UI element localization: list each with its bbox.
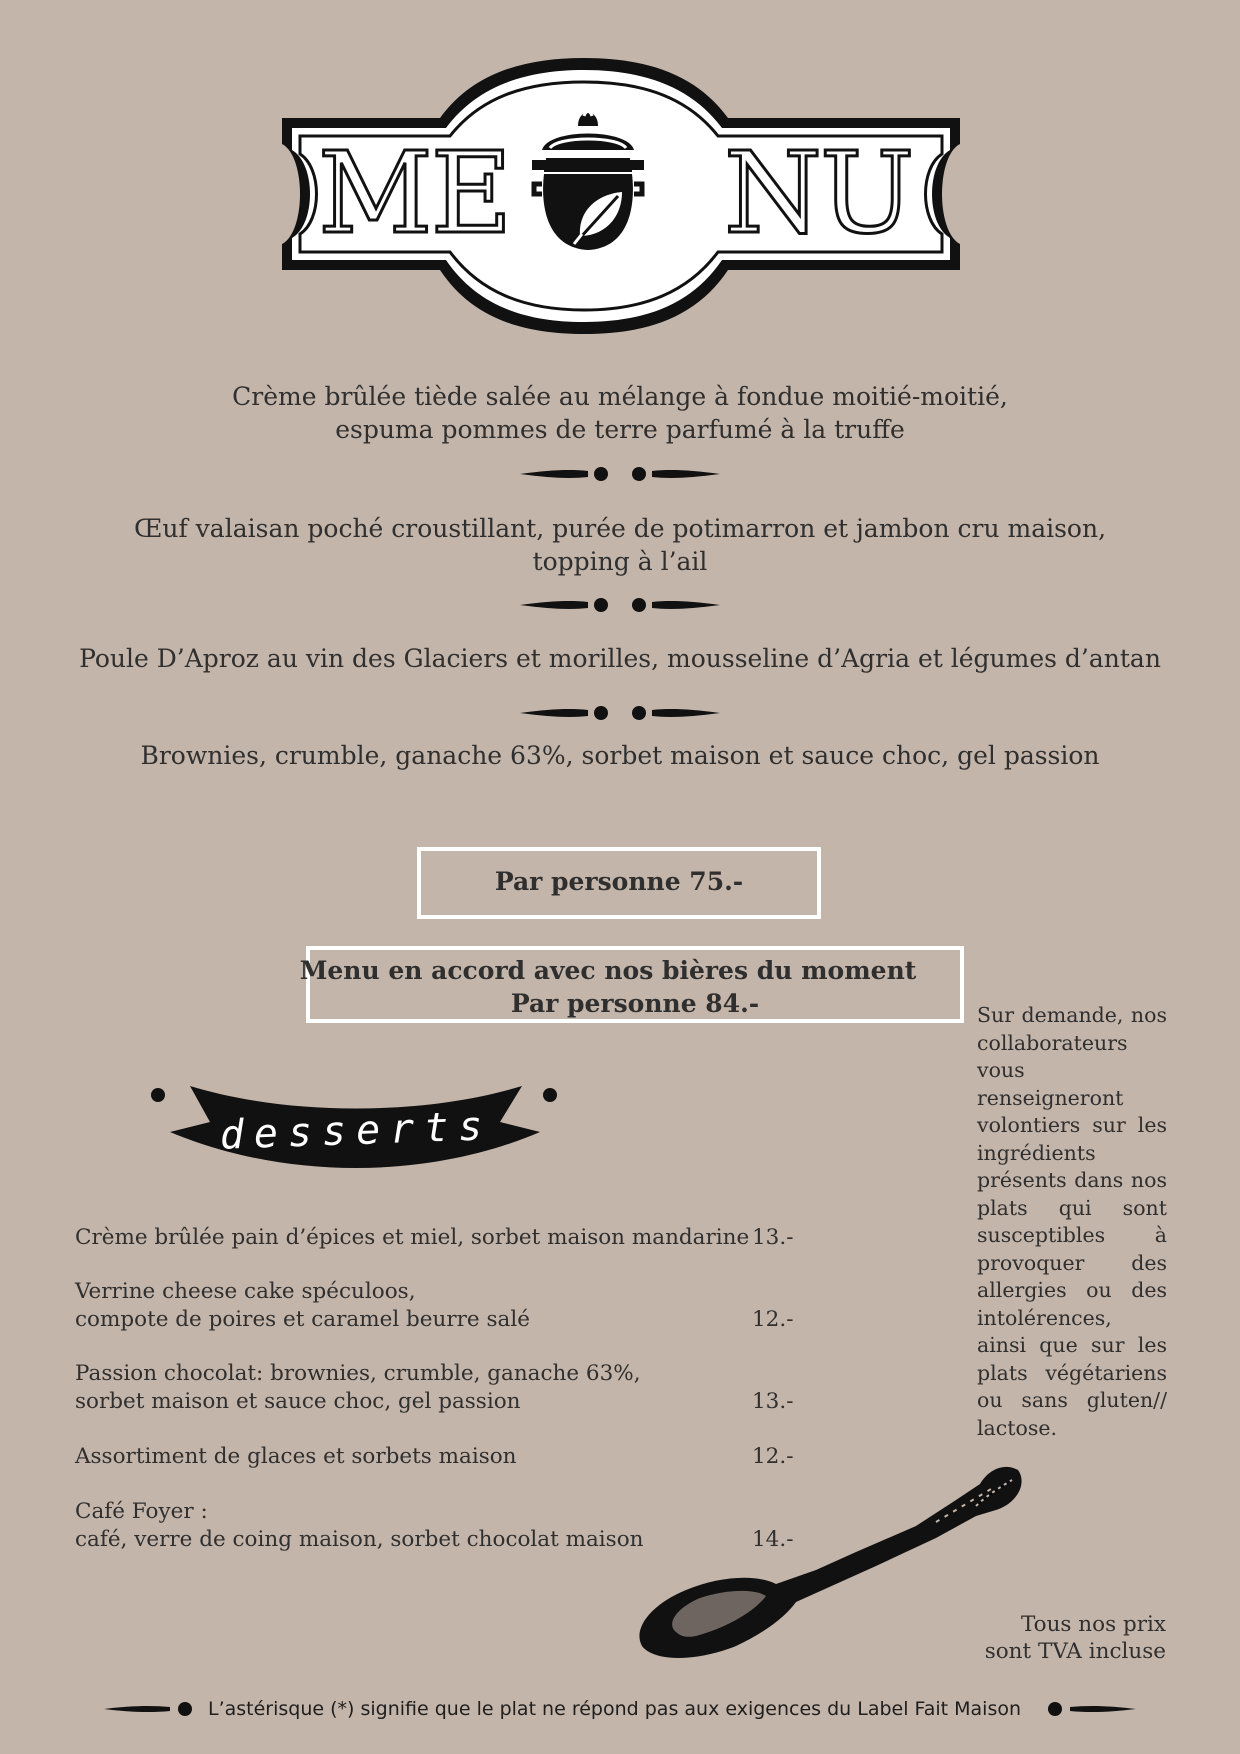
ornament-divider-icon	[520, 703, 720, 723]
course-3-line1: Poule D’Aproz au vin des Glaciers et morilles, mousseline d’Agria et légumes d’antan	[79, 644, 1161, 673]
dessert-item-5-price: 14.-	[752, 1527, 794, 1552]
course-2-line1: Œuf valaisan poché croustillant, purée de potimarron et jambon cru maison,	[133, 514, 1107, 543]
course-4-line1: Brownies, crumble, ganache 63%, sorbet maison et sauce choc, gel passion	[140, 741, 1100, 770]
dessert-item-3	[75, 1360, 641, 1416]
tva-note-line2: sont TVA incluse	[984, 1639, 1166, 1664]
cooking-pot-leaf-icon	[528, 98, 648, 268]
beer-pairing-box	[299, 946, 964, 1023]
dessert-item-1-price: 13.-	[752, 1225, 794, 1250]
course-1-line1: Crème brûlée tiède salée au mélange à fondue moitié-moitié,	[232, 382, 1008, 411]
course-4	[0, 739, 1240, 772]
footer-note: L’astérisque (*) signifie que le plat ne répond pas aux exigences du Label Fait Maison	[208, 1698, 1022, 1720]
dessert-item-2-price: 12.-	[752, 1307, 794, 1332]
dessert-item-2-line1: Verrine cheese cake spéculoos,	[75, 1279, 416, 1304]
beer-pairing-line2: Par personne 84.-	[510, 989, 760, 1018]
dessert-item-4-price: 12.-	[752, 1444, 794, 1469]
ornament-divider-icon	[520, 595, 720, 615]
dessert-item-5-line2: café, verre de coing maison, sorbet chocolat maison	[75, 1527, 644, 1552]
desserts-banner	[148, 1080, 564, 1180]
dessert-item-3-price: 13.-	[752, 1389, 794, 1414]
tva-note	[930, 1611, 1166, 1665]
dessert-item-5	[75, 1498, 644, 1554]
dessert-item-2-line2: compote de poires et caramel beurre salé	[75, 1307, 530, 1332]
tva-note-line1: Tous nos prix	[1020, 1612, 1166, 1637]
desserts-banner-label: desserts	[218, 1103, 494, 1159]
beer-pairing-line1: Menu en accord avec nos bières du moment	[299, 956, 917, 985]
dessert-item-5-line1: Café Foyer :	[75, 1499, 208, 1524]
price-box-label: Par personne 75.-	[494, 867, 744, 896]
course-3	[0, 642, 1240, 675]
dessert-item-4-line1: Assortiment de glaces et sorbets maison	[75, 1444, 517, 1469]
dessert-item-4	[75, 1443, 517, 1471]
dessert-item-1-line1: Crème brûlée pain d’épices et miel, sorbet maison mandarine	[75, 1225, 750, 1250]
logo-text-left: ME	[318, 129, 511, 259]
menu-logo	[272, 56, 970, 338]
dessert-item-3-line2: sorbet maison et sauce choc, gel passion	[75, 1389, 521, 1414]
ornament-divider-icon	[520, 464, 720, 484]
logo-text-right: NU	[724, 129, 913, 259]
dessert-item-1	[75, 1224, 749, 1252]
course-2-line2: topping à l’ail	[532, 547, 708, 576]
footer-ornament-right-icon	[1046, 1700, 1136, 1718]
dessert-item-3-line1: Passion chocolat: brownies, crumble, ganache 63%,	[75, 1361, 641, 1386]
footer-ornament-left-icon	[104, 1700, 194, 1718]
course-2	[0, 512, 1240, 578]
allergy-note: Sur demande, nos collaborateurs vous renseigneront volontiers sur les ingrédients présents dans nos plats qui sont susceptibles à provoquer des allergies ou des intolérences, ainsi que sur les plats végétariens ou sans gluten// lactose.	[977, 1003, 1167, 1440]
course-1-line2: espuma pommes de terre parfumé à la truffe	[335, 415, 905, 444]
dessert-item-2	[75, 1278, 530, 1334]
course-1	[0, 380, 1240, 446]
price-box	[417, 847, 821, 919]
